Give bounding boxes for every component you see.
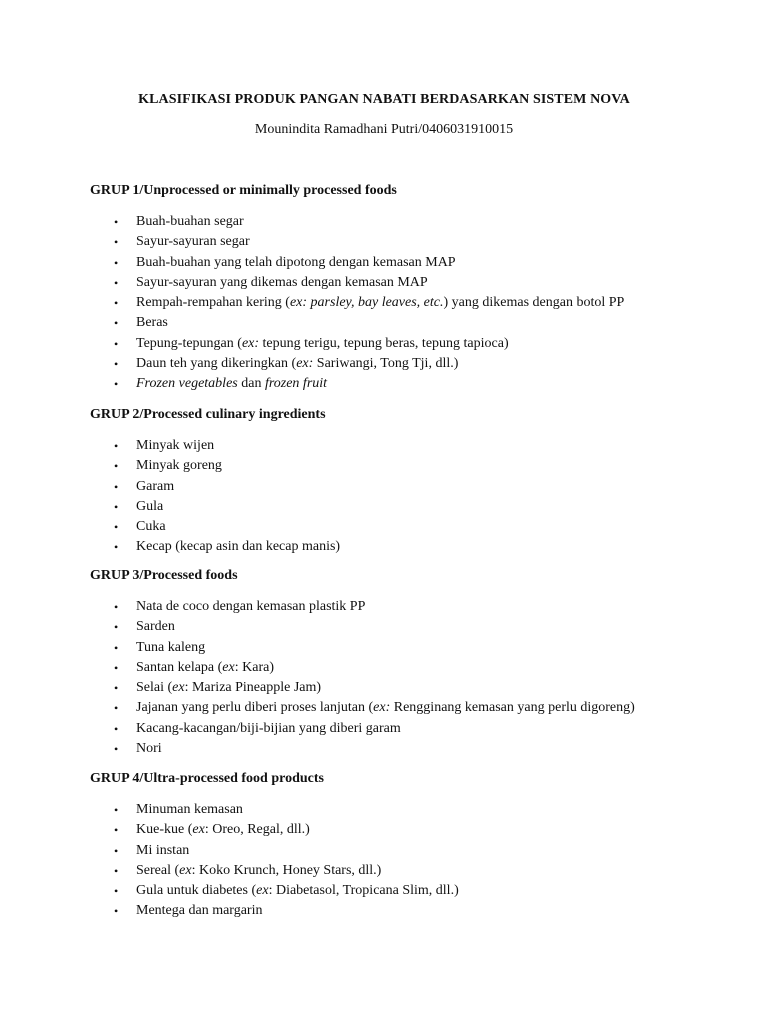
list-item (90, 881, 710, 901)
group-1-section (90, 181, 710, 395)
item-text: : Koko Krunch, Honey Stars, dll.) (191, 862, 382, 878)
list-item (90, 253, 710, 273)
list-item (90, 354, 710, 374)
bullet-icon: • (114, 439, 119, 453)
bullet-icon: • (114, 721, 119, 736)
list-item (90, 537, 710, 557)
list-item (90, 739, 710, 759)
italic-text: ex (172, 680, 185, 696)
bullet-icon: • (114, 803, 119, 817)
item-text: Beras (136, 315, 168, 331)
italic-text: ex (192, 822, 205, 838)
italic-text: frozen fruit (264, 376, 328, 392)
item-text: Rengginang kemasan yang perlu digoreng) (390, 700, 635, 716)
list-item (90, 374, 710, 394)
group-4-section (90, 769, 710, 922)
list-item (90, 638, 710, 658)
italic-text: ex (179, 862, 192, 878)
item-text: Sereal ( (136, 862, 180, 878)
list-item (90, 678, 710, 698)
document-title: KLASIFIKASI PRODUK PANGAN NABATI BERDASARKAN SISTEM NOVA (138, 92, 630, 107)
item-text: Kecap (kecap asin dan kecap manis) (136, 539, 341, 555)
group-item-list (90, 436, 710, 558)
item-text: Sayur-sayuran yang dikemas dengan kemasan MAP (136, 274, 428, 290)
item-text: Garam (136, 478, 175, 494)
list-item (90, 800, 710, 820)
list-item (90, 861, 710, 881)
item-text: Cuka (136, 519, 166, 535)
item-text: Buah-buahan segar (136, 214, 244, 229)
item-text: Jajanan yang perlu diberi proses lanjutan ( (136, 700, 374, 716)
group-item-list (90, 597, 710, 759)
list-item (90, 719, 710, 739)
item-text: : Kara) (234, 659, 274, 675)
item-text: Sarden (136, 619, 175, 635)
bullet-icon: • (114, 479, 119, 494)
bullet-icon: • (114, 681, 119, 696)
list-item (90, 212, 710, 232)
bullet-icon: • (114, 904, 119, 919)
bullet-icon: • (114, 235, 119, 250)
bullet-icon: • (114, 499, 119, 514)
bullet-icon: • (114, 316, 119, 331)
bullet-icon: • (114, 459, 119, 474)
item-text: Tuna kaleng (136, 639, 206, 655)
list-item (90, 293, 710, 313)
list-item (90, 841, 710, 861)
bullet-icon: • (114, 377, 119, 392)
group-2-section (90, 405, 710, 558)
italic-text: ex: (296, 356, 314, 372)
italic-text: ex (256, 883, 269, 899)
list-item (90, 597, 710, 617)
bullet-icon: • (114, 296, 119, 311)
item-text: : Mariza Pineapple Jam) (184, 680, 322, 696)
item-text: Rempah-rempahan kering ( (136, 295, 290, 311)
list-item (90, 334, 710, 354)
bullet-icon: • (114, 357, 119, 372)
item-text: Gula untuk diabetes ( (136, 883, 257, 899)
item-text: Kue-kue ( (136, 822, 193, 838)
item-text: Kacang-kacangan/biji-bijian yang diberi garam (136, 720, 401, 736)
group-heading: GRUP 1/Unprocessed or minimally processed foods (90, 183, 397, 198)
bullet-icon: • (114, 600, 119, 614)
item-text: : Diabetasol, Tropicana Slim, dll.) (268, 883, 459, 899)
list-item (90, 698, 710, 718)
italic-text: ex: parsley, bay leaves, etc. (289, 295, 444, 311)
bullet-icon: • (114, 863, 119, 878)
group-heading: GRUP 2/Processed culinary ingredients (90, 407, 326, 422)
item-text: Sariwangi, Tong Tji, dll.) (313, 356, 459, 372)
list-item (90, 477, 710, 497)
item-text: Santan kelapa ( (136, 659, 223, 675)
italic-text: Frozen vegetables (136, 376, 238, 392)
group-heading: GRUP 3/Processed foods (90, 568, 238, 583)
item-text: Minyak wijen (136, 438, 215, 453)
item-text: Buah-buahan yang telah dipotong dengan kemasan MAP (136, 254, 456, 270)
bullet-icon: • (114, 540, 119, 555)
italic-text: ex: (373, 700, 391, 716)
item-text: Nori (136, 741, 162, 757)
item-text: Nata de coco dengan kemasan plastik PP (136, 599, 366, 614)
bullet-icon: • (114, 823, 119, 838)
list-item (90, 456, 710, 476)
item-text: Mi instan (136, 842, 190, 858)
list-item (90, 313, 710, 333)
list-item (90, 273, 710, 293)
bullet-icon: • (114, 215, 119, 229)
bullet-icon: • (114, 640, 119, 655)
list-item (90, 901, 710, 921)
item-text: Tepung-tepungan ( (136, 335, 242, 351)
bullet-icon: • (114, 701, 119, 716)
group-3-section (90, 566, 710, 759)
item-text: Daun teh yang dikeringkan ( (136, 356, 297, 372)
group-heading: GRUP 4/Ultra-processed food products (90, 771, 324, 786)
list-item (90, 617, 710, 637)
bullet-icon: • (114, 843, 119, 858)
bullet-icon: • (114, 660, 119, 675)
bullet-icon: • (114, 620, 119, 635)
item-text: Minuman kemasan (136, 802, 243, 817)
item-text: Minyak goreng (136, 458, 222, 474)
author-line: Mounindita Ramadhani Putri/0406031910015 (254, 122, 514, 137)
list-item (90, 517, 710, 537)
italic-text: ex: (241, 335, 260, 351)
group-item-list (90, 800, 710, 922)
item-text: Mentega dan margarin (136, 903, 263, 919)
bullet-icon: • (114, 742, 119, 757)
item-text: Sayur-sayuran segar (136, 234, 250, 250)
item-text: Gula (136, 498, 164, 514)
item-text: dan (237, 376, 265, 392)
item-text: Selai ( (136, 680, 173, 696)
bullet-icon: • (114, 275, 119, 290)
list-item (90, 820, 710, 840)
list-item (90, 497, 710, 517)
list-item (90, 232, 710, 252)
bullet-icon: • (114, 884, 119, 899)
list-item (90, 658, 710, 678)
item-text: ) yang dikemas dengan botol PP (443, 295, 625, 311)
bullet-icon: • (114, 520, 119, 535)
group-item-list (90, 212, 710, 395)
bullet-icon: • (114, 336, 119, 351)
italic-text: ex (222, 659, 235, 675)
bullet-icon: • (114, 255, 119, 270)
item-text: : Oreo, Regal, dll.) (204, 822, 310, 838)
item-text: tepung terigu, tepung beras, tepung tapioca) (259, 335, 509, 351)
list-item (90, 436, 710, 456)
